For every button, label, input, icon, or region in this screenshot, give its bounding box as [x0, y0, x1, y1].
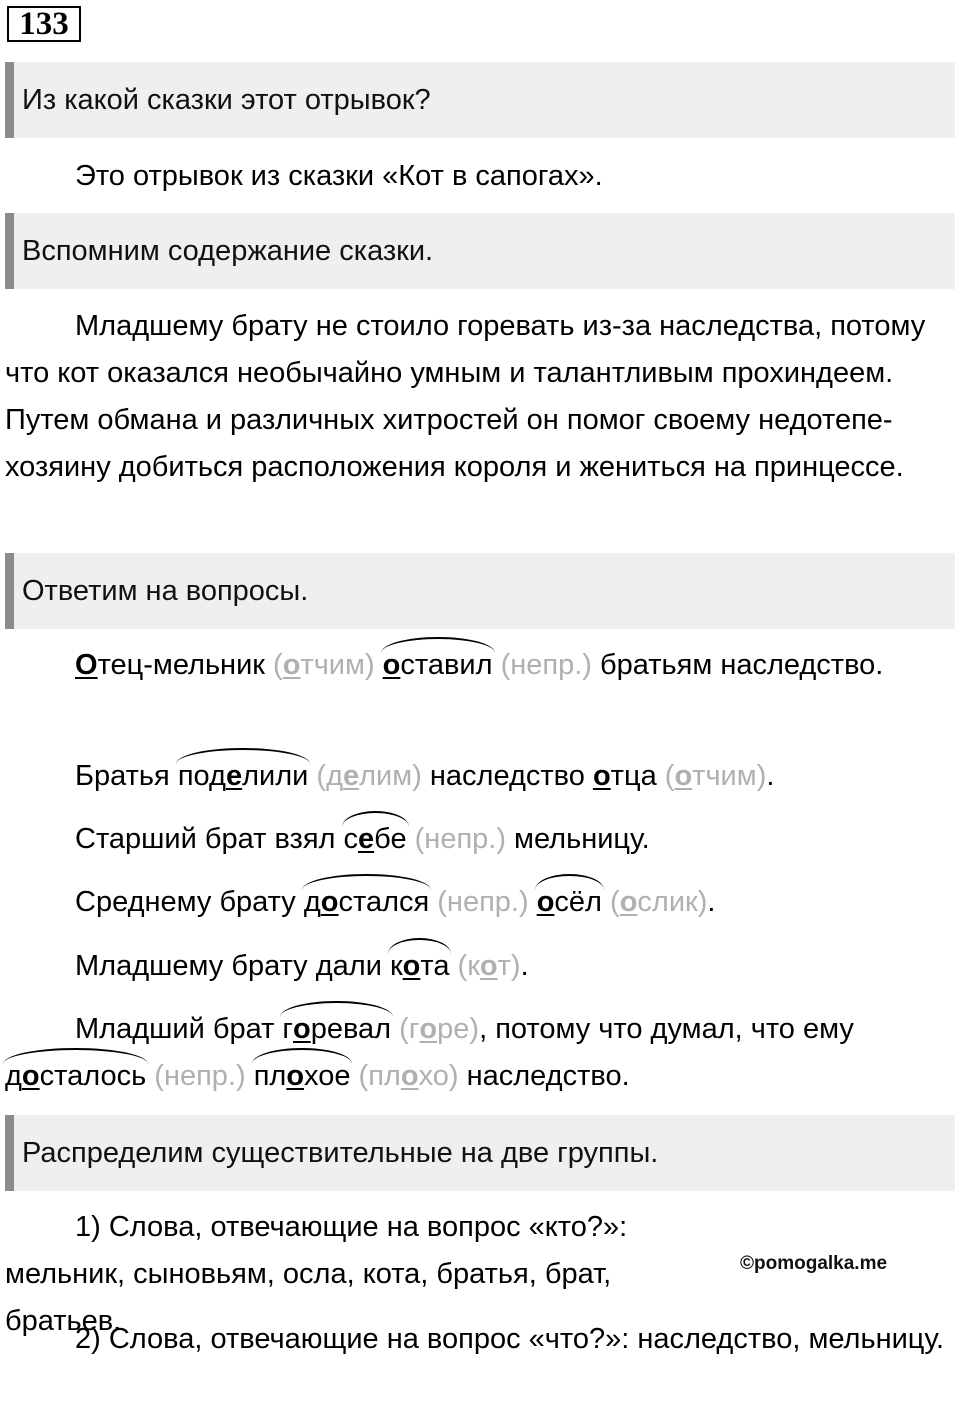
check-word: (плохо) [358, 1060, 459, 1092]
check-word: (непр.) [154, 1060, 246, 1092]
group-who-text: 1) Слова, отвечающие на вопрос «кто?»: мельник, сыновьям, осла, кота, братья, брат, братьев. [5, 1211, 628, 1337]
check-word: (непр.) [437, 886, 529, 918]
word-with-root-arc: поделили [178, 753, 309, 800]
task-number: 133 [7, 6, 81, 42]
section-header-text: Вспомним содержание сказки. [22, 234, 434, 267]
word-with-root-arc: горевал [282, 1006, 391, 1053]
answer-sentence-4: Среднему брату достался (непр.) осёл (ослик). [5, 879, 953, 926]
word-with-root-arc: оставил [383, 642, 493, 689]
group-what-text: 2) Слова, отвечающие на вопрос «что?»: наследство, мельницу. [75, 1323, 945, 1355]
answer-source [5, 153, 953, 200]
word-with-root-arc: плохое [254, 1053, 351, 1100]
word-with-root-arc: кота [390, 943, 450, 990]
answer-text: Это отрывок из сказки «Кот в сапогах». [75, 160, 603, 192]
answer-sentence-1 [5, 642, 953, 689]
answer-sentence-5: Младшему брату дали кота (кот). [5, 943, 953, 990]
summary-text: Младшему брату не стоило горевать из-за наследства, потому что кот оказался необычайно умным и талантливым прохиндеем. Путем обмана и различных хитростей он помог своему недотепе-хозяину добиться расположения короля и жениться на принцессе. [5, 310, 926, 483]
section-header-text: Распределим существительные на две группы. [22, 1136, 659, 1169]
check-word: (отчим) [273, 649, 375, 681]
section-header-text: Из какой сказки этот отрывок? [22, 83, 431, 116]
section-header-groups [5, 1115, 955, 1191]
word-with-root-arc: досталось [5, 1053, 146, 1100]
section-header-source [5, 62, 955, 138]
summary-paragraph [5, 303, 953, 491]
section-header-questions [5, 553, 955, 629]
check-word: (кот) [457, 950, 521, 982]
check-word: (непр.) [414, 823, 506, 855]
sentence-tail: братьям наследство. [591, 649, 884, 681]
watermark: ©pomogalka.me [740, 1253, 888, 1274]
check-word: (ослик) [610, 886, 708, 918]
answer-sentence-6: Младший брат горевал (горе), потому что думал, что ему досталось (непр.) плохое (плохо) наследство. [5, 1006, 953, 1100]
word: тец-мельник [97, 649, 274, 681]
check-word: (непр.) [500, 649, 592, 681]
word-with-root-arc: осёл [537, 879, 602, 926]
answer-sentence-2: Братья поделили (делим) наследство отца (отчим). [5, 753, 953, 800]
word-with-root-arc: себе [344, 816, 407, 863]
section-header-recall [5, 213, 955, 289]
section-header-text: Ответим на вопросы. [22, 574, 309, 607]
check-word: (горе) [399, 1013, 480, 1045]
check-word: (делим) [316, 760, 422, 792]
check-word: (отчим) [664, 760, 767, 792]
group-what [5, 1316, 953, 1363]
word-with-root-arc: достался [304, 879, 429, 926]
stressed-vowel: О [75, 649, 98, 681]
answer-sentence-3: Старший брат взял себе (непр.) мельницу. [5, 816, 953, 863]
